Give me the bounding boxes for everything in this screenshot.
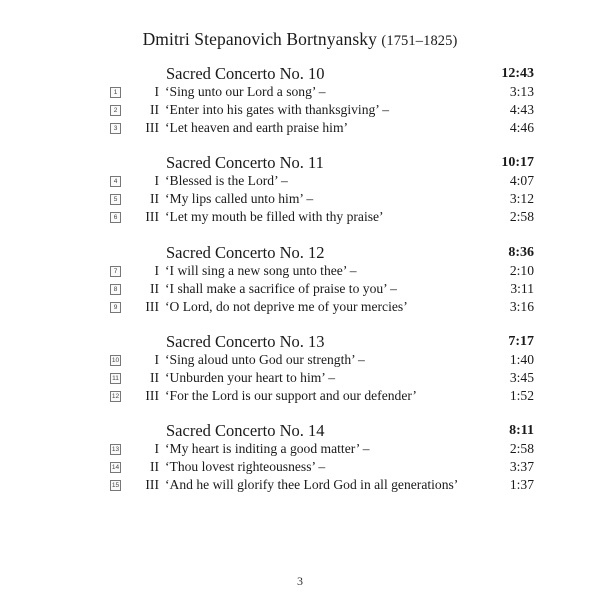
track-duration: 2:10 (509, 262, 534, 278)
track-number-badge: 1 (110, 87, 121, 98)
page-number: 3 (297, 574, 303, 588)
work-total-duration: 7:17 (508, 333, 534, 349)
track-title: ‘Blessed is the Lord’ – (165, 173, 288, 189)
track-row (0, 191, 600, 209)
track-row (0, 370, 600, 388)
movement-numeral: III (145, 387, 159, 403)
work-total-duration: 10:17 (501, 155, 534, 171)
work-section (0, 421, 600, 501)
track-number-badge: 7 (110, 266, 121, 277)
track-title: ‘I shall make a sacrifice of praise to you’ – (165, 280, 397, 296)
track-duration: 4:46 (509, 120, 534, 135)
track-number-badge: 11 (110, 373, 121, 384)
track-title: ‘O Lord, do not deprive me of your mercies’ (165, 298, 408, 314)
track-title: ‘Thou lovest righteousness’ – (165, 459, 326, 475)
track-duration: 1:40 (509, 351, 534, 367)
work-section (0, 243, 600, 323)
track-number-badge: 8 (110, 284, 121, 295)
track-duration: 1:52 (509, 387, 534, 403)
track-title: ‘Sing unto our Lord a song’ – (165, 84, 326, 99)
track-number-badge: 4 (110, 176, 121, 187)
track-row (0, 84, 600, 102)
work-title: Sacred Concerto No. 14 (166, 421, 325, 441)
track-number-badge: 2 (110, 105, 121, 116)
track-number-badge: 14 (111, 464, 120, 472)
track-title: ‘I will sing a new song unto thee’ – (165, 262, 357, 278)
track-number-badge: 15 (111, 482, 120, 490)
track-duration: 3:45 (509, 369, 534, 385)
track-row (0, 299, 600, 317)
composer-dates: (1751–1825) (381, 33, 458, 49)
track-row (0, 477, 600, 495)
movement-numeral: III (145, 298, 159, 314)
track-title: ‘Sing aloud unto God our strength’ – (165, 351, 365, 367)
work-section (0, 332, 600, 412)
movement-numeral: III (145, 477, 159, 493)
track-duration: 3:13 (509, 84, 534, 99)
work-section (0, 153, 600, 233)
track-duration: 4:43 (509, 102, 534, 117)
movement-numeral: II (149, 459, 159, 475)
work-title: Sacred Concerto No. 12 (166, 242, 325, 262)
track-title: ‘Enter into his gates with thanksgiving’ – (165, 102, 390, 117)
track-number-badge: 12 (111, 392, 120, 400)
track-row (0, 209, 600, 227)
movement-numeral: III (145, 209, 159, 225)
track-number-badge: 10 (111, 356, 120, 364)
track-duration: 3:12 (509, 191, 534, 207)
work-title: Sacred Concerto No. 10 (166, 64, 325, 83)
work-title: Sacred Concerto No. 13 (166, 331, 325, 351)
track-title: ‘And he will glorify thee Lord God in all generations’ (165, 477, 459, 493)
track-row (0, 120, 600, 138)
track-number-badge: 6 (110, 212, 121, 223)
track-row (0, 102, 600, 120)
composer-name: Dmitri Stepanovich Bortnyansky (142, 29, 377, 49)
track-number-badge: 9 (110, 302, 121, 313)
track-row (0, 281, 600, 299)
track-duration: 3:16 (509, 298, 534, 314)
track-duration: 3:37 (509, 459, 534, 475)
track-duration: 2:58 (509, 441, 534, 457)
track-number-badge: 3 (110, 123, 121, 134)
track-row (0, 352, 600, 370)
track-duration: 2:58 (509, 209, 534, 225)
track-title: ‘My heart is inditing a good matter’ – (165, 441, 370, 457)
track-row (0, 459, 600, 477)
work-total-duration: 8:36 (508, 244, 534, 260)
track-row (0, 173, 600, 191)
composer-heading (0, 29, 600, 50)
movement-numeral: II (149, 191, 159, 207)
track-title: ‘My lips called unto him’ – (165, 191, 314, 207)
work-title: Sacred Concerto No. 11 (166, 153, 324, 173)
movement-numeral: I (154, 441, 159, 457)
track-duration: 1:37 (509, 477, 534, 493)
track-duration: 4:07 (509, 173, 534, 189)
movement-numeral: I (154, 84, 159, 99)
movement-numeral: III (145, 120, 159, 135)
track-title: ‘Let my mouth be filled with thy praise’ (165, 209, 384, 225)
track-duration: 3:11 (510, 280, 534, 296)
track-row (0, 441, 600, 459)
track-title: ‘Unburden your heart to him’ – (165, 369, 336, 385)
track-number-badge: 13 (111, 446, 120, 454)
movement-numeral: I (154, 173, 159, 189)
work-total-duration: 12:43 (501, 66, 534, 81)
movement-numeral: I (154, 262, 159, 278)
track-title: ‘Let heaven and earth praise him’ (165, 120, 349, 135)
movement-numeral: II (149, 369, 159, 385)
movement-numeral: II (149, 280, 159, 296)
track-title: ‘For the Lord is our support and our defender’ (165, 387, 417, 403)
movement-numeral: II (149, 102, 159, 117)
work-section (0, 64, 600, 144)
track-row (0, 388, 600, 406)
track-number-badge: 5 (110, 194, 121, 205)
work-total-duration: 8:11 (509, 423, 534, 439)
track-row (0, 263, 600, 281)
movement-numeral: I (154, 351, 159, 367)
